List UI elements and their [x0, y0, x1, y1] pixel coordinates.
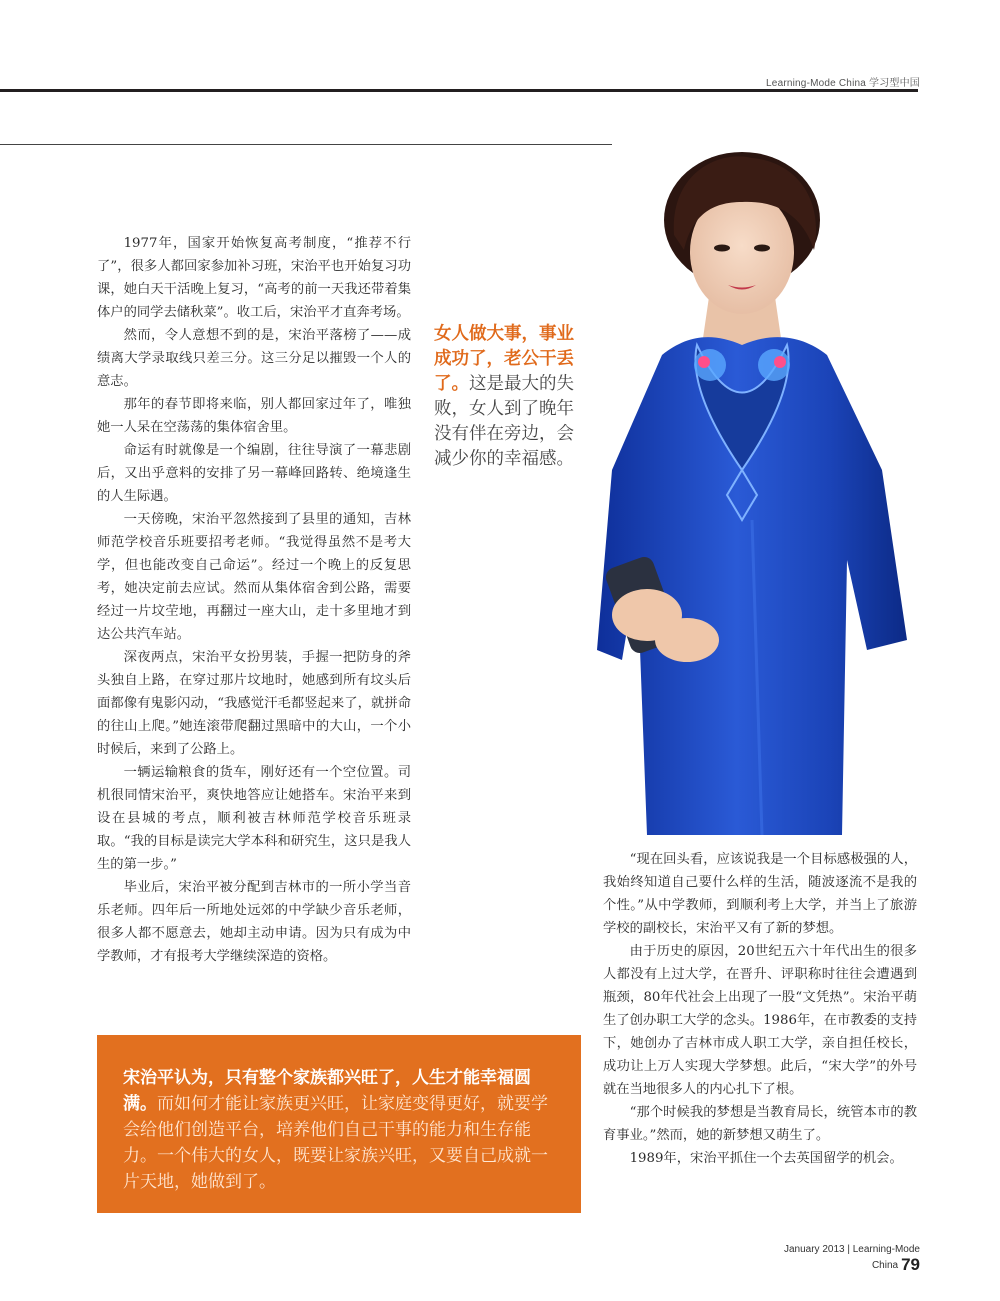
pull-quote-bold: 女人做大事，事业成功了，老公干丢了。 [434, 324, 574, 394]
page-footer [740, 1244, 920, 1275]
pull-quote-normal: 这是最大的失败，女人到了晚年没有伴在旁边，会减少你的幸福感。 [434, 374, 574, 469]
header-rule [0, 89, 918, 92]
running-head: Learning-Mode China 学习型中国 [766, 78, 920, 89]
left-article-column [97, 232, 411, 968]
paragraph: “那个时候我的梦想是当教育局长，统管本市的教育事业。”然而，她的新梦想又萌生了。 [603, 1105, 917, 1143]
paragraph: 由于历史的原因，20世纪五六十年代出生的很多人都没有上过大学，在晋升、评职称时往往会遭遇到瓶颈，80年代社会上出现了一股“文凭热”。宋治平萌生了创办职工大学的念头。1986年，在市教委的支持下，她创办了吉林市成人职工大学，亲自担任校长，成功让上万人实现大学梦想。此后，“宋大学”的外号就在当地很多人的内心扎下了根。 [603, 944, 917, 1097]
paragraph: 一辆运输粮食的货车，刚好还有一个空位置。司机很同情宋治平，爽快地答应让她搭车。宋治平来到设在县城的考点，顺利被吉林师范学校音乐班录取。“我的目标是读完大学本科和研究生，这只是我人生的第一步。” [97, 765, 411, 872]
paragraph: 深夜两点，宋治平女扮男装，手握一把防身的斧头独自上路，在穿过那片坟地时，她感到所有坟头后面都像有鬼影闪动，“我感觉汗毛都竖起来了，就拼命的往山上爬。”她连滚带爬翻过黑暗中的大山，一个小时候后，来到了公路上。 [97, 650, 411, 757]
paragraph: “现在回头看，应该说我是一个目标感极强的人，我始终知道自己要什么样的生活，随波逐流不是我的个性。”从中学教师，到顺利考上大学，并当上了旅游学校的副校长，宋治平又有了新的梦想。 [603, 852, 917, 936]
paragraph: 那年的春节即将来临，别人都回家过年了，唯独她一人呆在空荡荡的集体宿舍里。 [97, 397, 411, 435]
pull-quote [434, 322, 584, 472]
paragraph: 然而，令人意想不到的是，宋治平落榜了——成绩离大学录取线只差三分。这三分足以摧毁一个人的意志。 [97, 328, 411, 389]
section-rule [0, 144, 612, 145]
paragraph: 毕业后，宋治平被分配到吉林市的一所小学当音乐老师。四年后一所地处远郊的中学缺少音乐老师，很多人都不愿意去，她却主动申请。因为只有成为中学教师，才有报考大学继续深造的资格。 [97, 880, 411, 964]
page-number: 79 [901, 1255, 920, 1274]
highlight-box-text [123, 1065, 561, 1195]
portrait-woman-blue-qipao-icon [592, 140, 922, 835]
issue-label: January 2013 | Learning-Mode China [783, 1244, 920, 1271]
paragraph: 1977年，国家开始恢复高考制度，“推荐不行了”，很多人都回家参加补习班，宋治平也开始复习功课，她白天干活晚上复习，“高考的前一天我还带着集体户的同学去储秋菜”。收工后，宋治平才直奔考场。 [97, 236, 411, 320]
highlight-normal: 而如何才能让家族更兴旺，让家庭变得更好，就要学会给他们创造平台，培养他们自己干事的能力和生存能力。一个伟大的女人，既要让家族兴旺，又要自己成就一片天地，她做到了。 [123, 1094, 548, 1192]
right-article-column [603, 848, 917, 1170]
paragraph: 命运有时就像是一个编剧，往往导演了一幕悲剧后，又出乎意料的安排了另一幕峰回路转、绝境逢生的人生际遇。 [97, 443, 411, 504]
paragraph: 一天傍晚，宋治平忽然接到了县里的通知，吉林师范学校音乐班要招考老师。“我觉得虽然不是考大学，但也能改变自己命运”。经过一个晚上的反复思考，她决定前去应试。然而从集体宿舍到公路，需要经过一片坟茔地，再翻过一座大山，走十多里地才到达公共汽车站。 [97, 512, 411, 642]
paragraph: 1989年，宋治平抓住一个去英国留学的机会。 [629, 1151, 903, 1166]
highlight-bold: 宋治平认为，只有整个家族都兴旺了，人生才能幸福圆满。 [123, 1068, 531, 1114]
